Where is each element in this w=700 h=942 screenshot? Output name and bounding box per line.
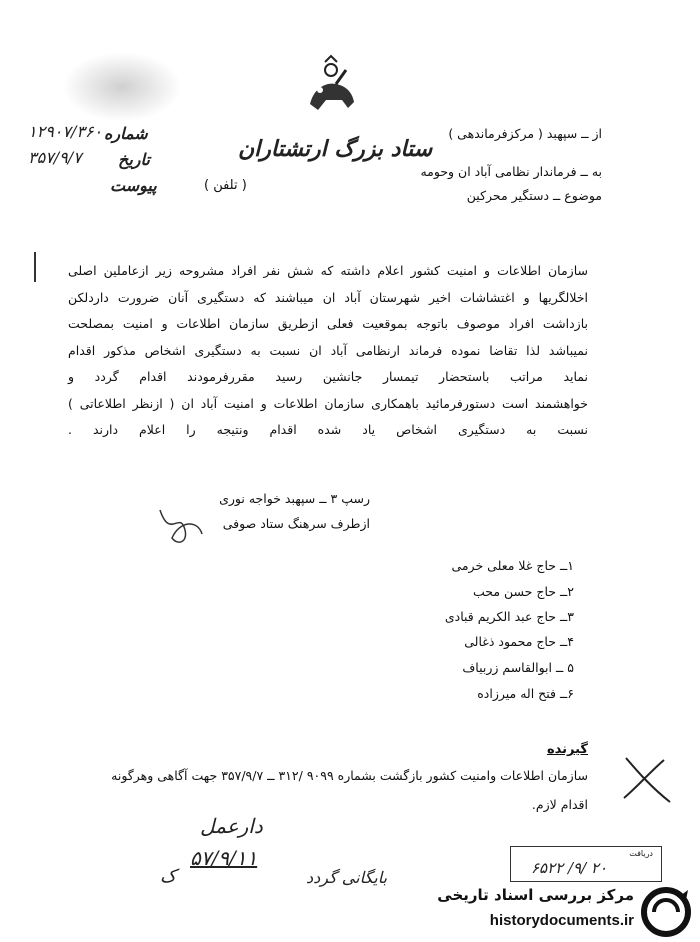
body-line-2: اخلالگریها و اغتشاشات اخیر شهرستان آباد ان میباشند که دستگیری آنان ضرورت داردلکن xyxy=(68,290,588,305)
number-label: شماره xyxy=(104,124,148,143)
handwritten-date: ۵۷/۹/۱۱ xyxy=(190,846,258,870)
margin-mark xyxy=(34,252,36,282)
number-value: ۱۲۹۰۷/۳۶۰ xyxy=(28,122,103,141)
list-item: ۵ ــ ابوالقاسم زربیاف xyxy=(462,660,574,675)
subject-line: موضوع ــ دستگیر محرکین xyxy=(466,188,602,203)
date-label: تاریخ xyxy=(118,150,150,169)
to-line: به ــ فرماندار نظامی آباد ان وحومه xyxy=(420,164,602,179)
body-line-4: نمیباشد لذا تقاضا نموده فرماند ارنظامی آباد ان نسبت به دستگیری اشخاص مذکور اقدام xyxy=(68,343,588,358)
incoming-stamp-label: دریافت xyxy=(629,849,653,858)
incoming-stamp xyxy=(510,846,662,882)
body-line-3: بازداشت افراد موصوف باتوجه بموقعیت فعلی ازطریق سازمان اطلاعات و امنیت بمصلحت xyxy=(68,316,588,331)
recipient-line-1: سازمان اطلاعات وامنیت کشور بازگشت بشماره ۹۰۹۹ /۳۱۲ ــ ۳۵۷/۹/۷ جهت آگاهی وهرگونه xyxy=(111,768,588,783)
archive-name: مرکز بررسی اسناد تاریخی xyxy=(437,886,634,904)
list-item: ۳ــ حاج عبد الکریم قبادی xyxy=(444,609,574,624)
archive-logo xyxy=(418,884,696,940)
attachment-label: پیوست xyxy=(110,176,157,195)
recipient-heading: گیرنده xyxy=(546,742,588,757)
handwritten-note: دارعمل xyxy=(200,814,263,838)
signature-scribble xyxy=(150,500,210,550)
body-line-7: نسبت به دستگیری اشخاص یاد شده اقدام ونتیجه را اعلام دارند . xyxy=(68,422,588,437)
list-item: ۱ــ حاج غلا معلی خرمی xyxy=(451,558,574,573)
headquarters-title: ستاد بزرگ ارتشتاران xyxy=(238,136,433,162)
list-item: ۴ــ حاج محمود ذغالی xyxy=(464,634,574,649)
body-line-1: سازمان اطلاعات و امنیت کشور اعلام داشته که شش نفر افراد مشروحه زیر ازعاملین اصلی xyxy=(68,263,588,278)
lion-and-sun-emblem-icon xyxy=(296,52,366,122)
handwritten-c-mark: ک xyxy=(160,866,177,887)
list-item: ۲ــ حاج حسن محب xyxy=(473,584,574,599)
from-line: از ــ سپهبد ( مرکزفرماندهی ) xyxy=(448,126,602,141)
list-item: ۶ــ فتح اله میرزاده xyxy=(477,686,574,701)
body-line-5: نماید مراتب باستحضار تیمسار جانشین رسید مقررفرمودند اقدام گردد و xyxy=(68,369,588,384)
archive-emblem-icon xyxy=(640,886,692,938)
recipient-line-2: اقدام لازم. xyxy=(531,797,588,812)
handwritten-filed-note: بایگانی گردد xyxy=(306,868,388,887)
archive-url: historydocuments.ir xyxy=(489,912,634,929)
date-value: ۳۵۷/۹/۷ xyxy=(28,148,82,167)
signer-rank-name: رسپ ۳ ــ سپهبد خواجه نوری xyxy=(219,491,370,506)
body-line-6: خواهشمند است دستورفرمائید باهمکاری سازمان اطلاعات و امنیت آباد ان ( ازنظر اطلاعاتی ) xyxy=(68,396,588,411)
incoming-stamp-number: ۶۵۲۲ /۹/ ۲۰ xyxy=(531,859,608,877)
x-mark-icon xyxy=(618,752,678,808)
signer-on-behalf: ازطرف سرهنگ ستاد صوفی xyxy=(222,516,370,531)
top-stamp-smudge xyxy=(62,52,182,122)
phone-label: ( تلفن ) xyxy=(204,178,247,193)
